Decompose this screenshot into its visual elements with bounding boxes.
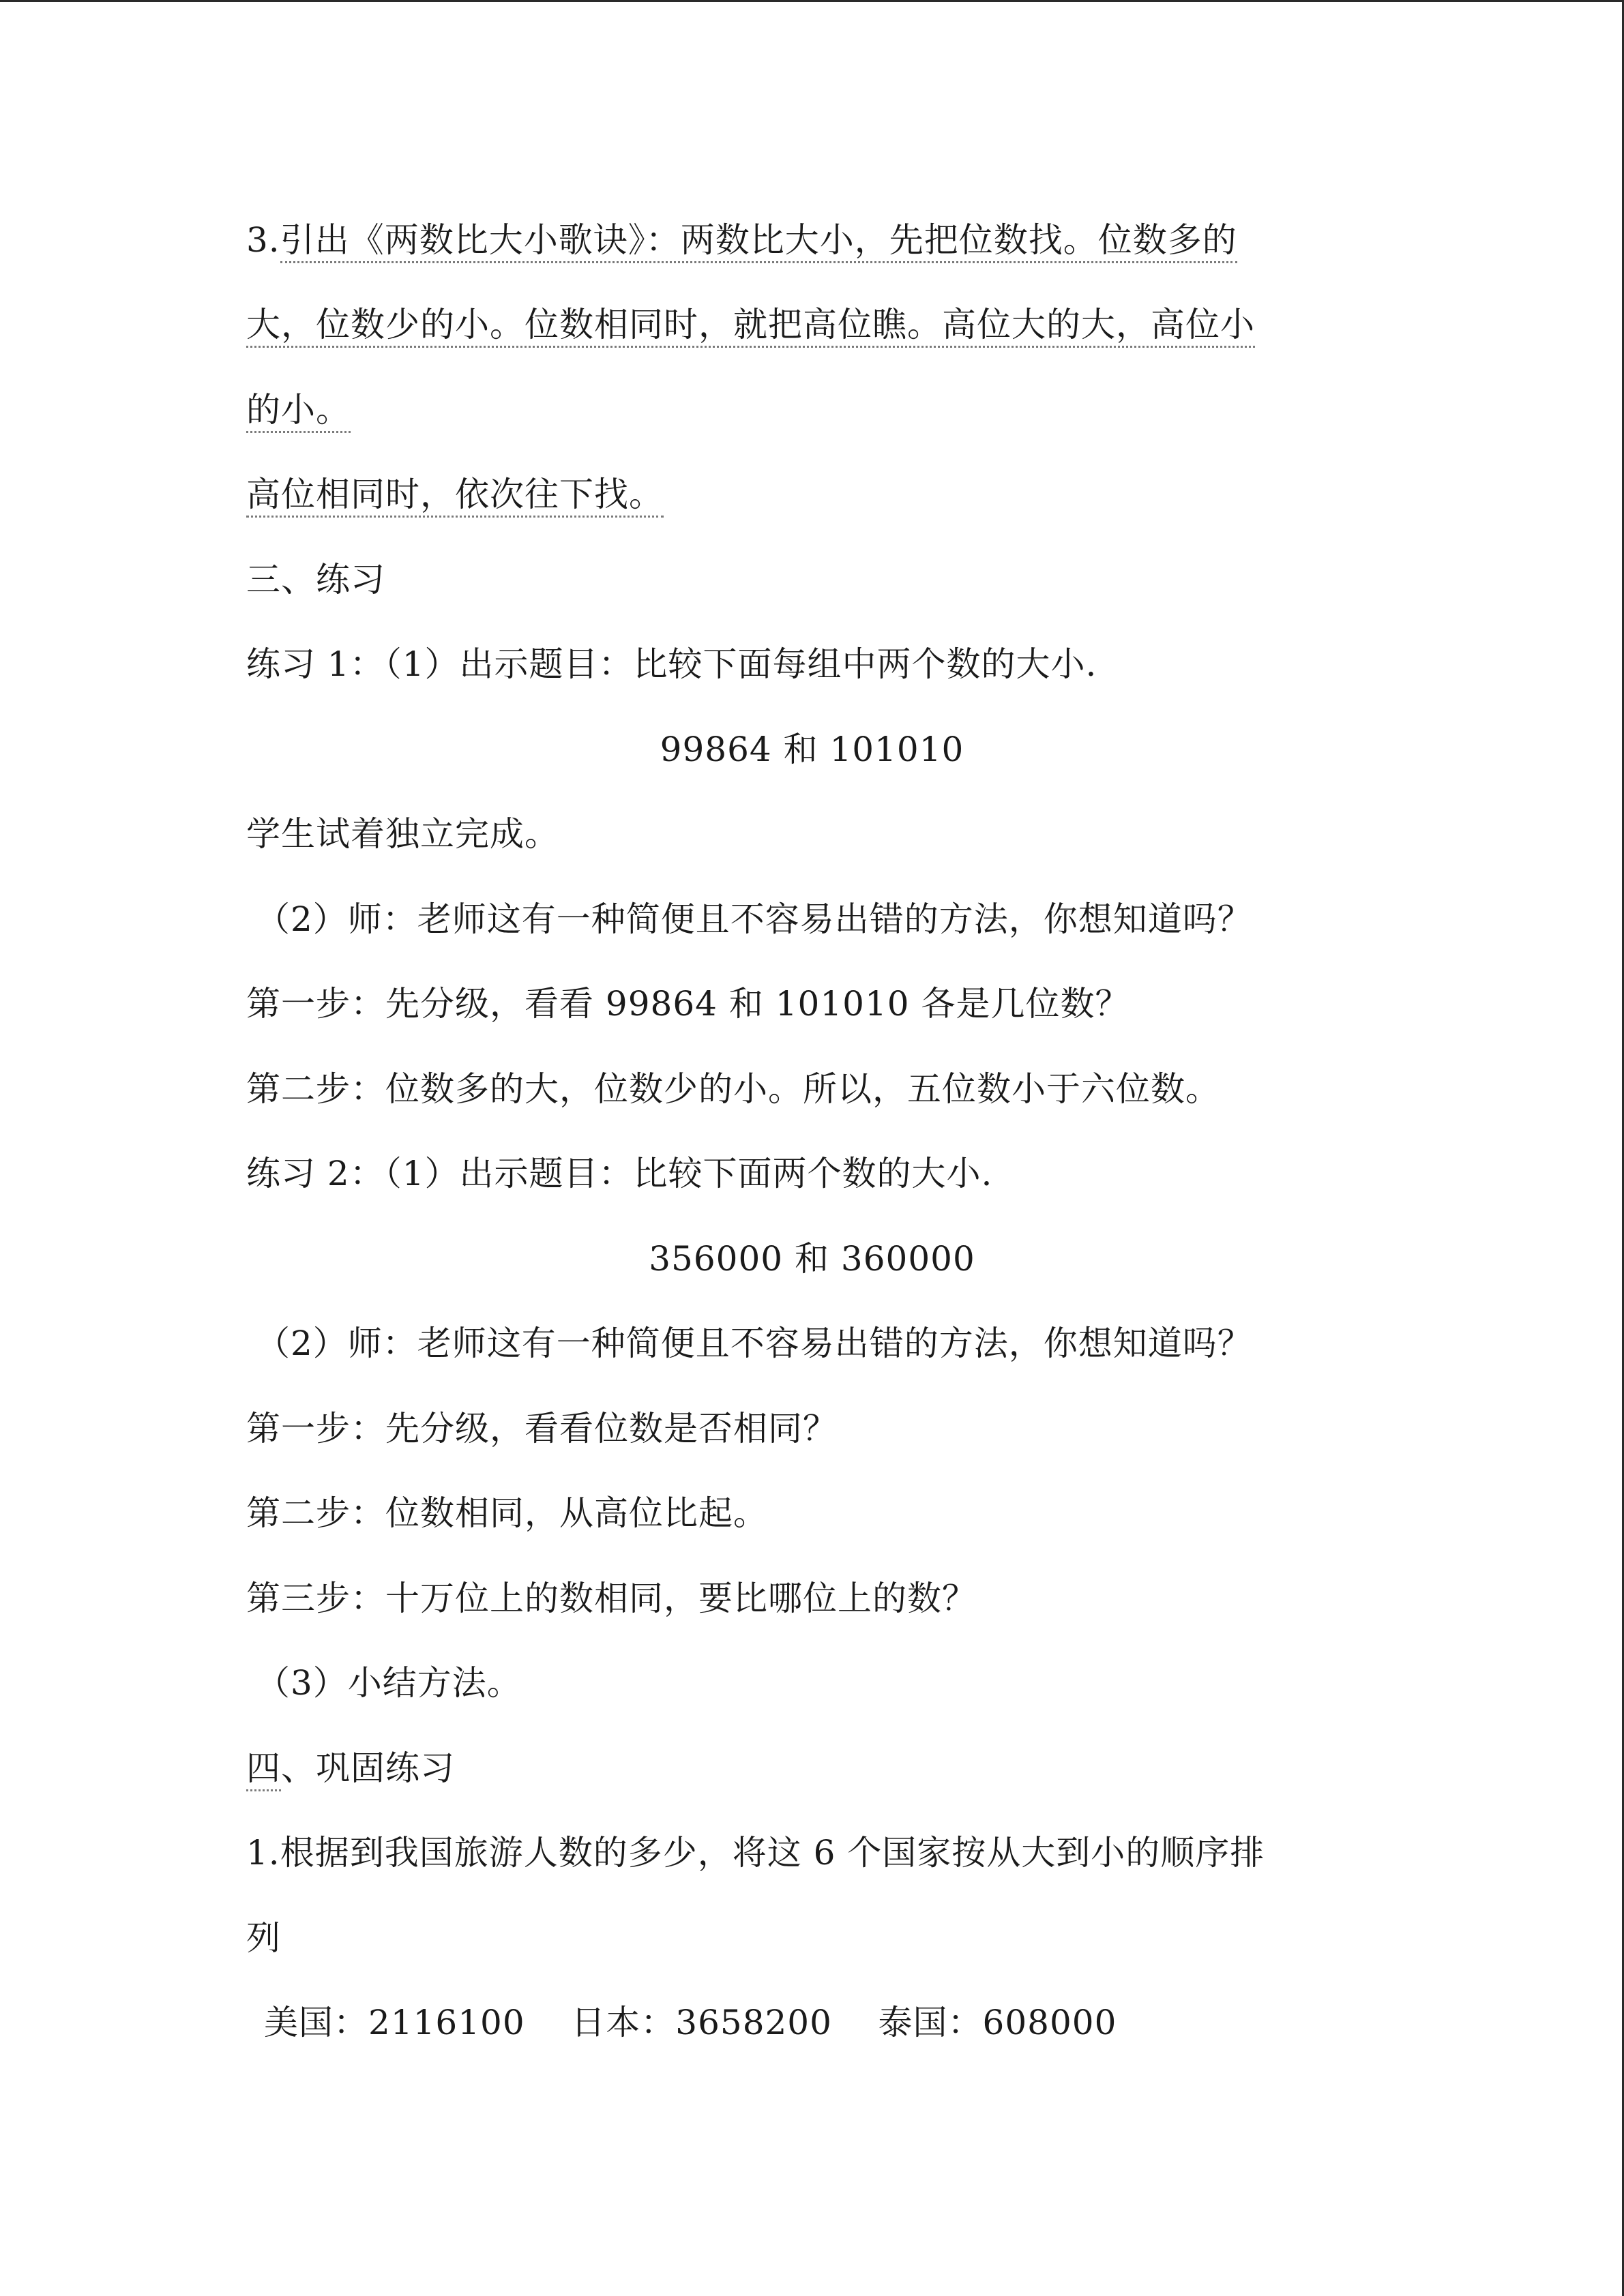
exercise-2-prompt: 练习 2：（1）出示题目：比较下面两个数的大小. xyxy=(246,1154,993,1193)
teacher-question-2: （2）师：老师这有一种简便且不容易出错的方法，你想知道吗？ xyxy=(256,1324,1252,1363)
text-line: 学生试着独立完成。 xyxy=(246,814,559,854)
text-line-rhyme-2 xyxy=(246,301,1255,348)
page-top-border xyxy=(0,0,1624,2)
text-line-rhyme-4 xyxy=(246,471,664,518)
text-line-rhyme-1 xyxy=(246,216,1237,264)
rhyme-text: 大，位数少的小。位数相同时，就把高位瞧。高位大的大，高位小 xyxy=(246,305,1255,348)
rhyme-text: 的小。 xyxy=(246,390,351,433)
country-visitor-counts: 美国：2116100 日本：3658200 泰国：608000 xyxy=(264,2003,1117,2042)
step-line: 第二步：位数多的大，位数少的小。所以，五位数小于六位数。 xyxy=(246,1069,1220,1109)
exercise-2-numbers: 356000 和 360000 xyxy=(649,1239,975,1279)
section-heading-practice: 三、练习 xyxy=(246,560,385,599)
rhyme-text: 引出《两数比大小歌诀》：两数比大小，先把位数找。位数多的 xyxy=(280,220,1237,263)
list-number: 3. xyxy=(246,220,280,260)
step-line: 第一步：先分级，看看 99864 和 101010 各是几位数？ xyxy=(246,984,1130,1024)
section-title: 、巩固练习 xyxy=(281,1748,455,1788)
step-line: 第二步：位数相同，从高位比起。 xyxy=(246,1493,768,1533)
section-heading-consolidation xyxy=(246,1744,455,1792)
section-number: 四 xyxy=(246,1748,281,1791)
step-line: 第三步：十万位上的数相同，要比哪位上的数？ xyxy=(246,1579,977,1618)
teacher-question-1: （2）师：老师这有一种简便且不容易出错的方法，你想知道吗？ xyxy=(256,899,1252,939)
exercise-1-numbers: 99864 和 101010 xyxy=(660,730,964,769)
exercise-1-prompt: 练习 1：（1）出示题目：比较下面每组中两个数的大小. xyxy=(246,644,1097,684)
summary-line: （3）小结方法。 xyxy=(256,1663,522,1703)
question-1-text-cont: 列 xyxy=(246,1918,281,1958)
rhyme-text: 高位相同时，依次往下找。 xyxy=(246,475,664,518)
text-line-rhyme-3 xyxy=(246,386,351,434)
question-1-text: 1.根据到我国旅游人数的多少，将这 6 个国家按从大到小的顺序排 xyxy=(246,1833,1265,1873)
step-line: 第一步：先分级，看看位数是否相同？ xyxy=(246,1409,838,1448)
